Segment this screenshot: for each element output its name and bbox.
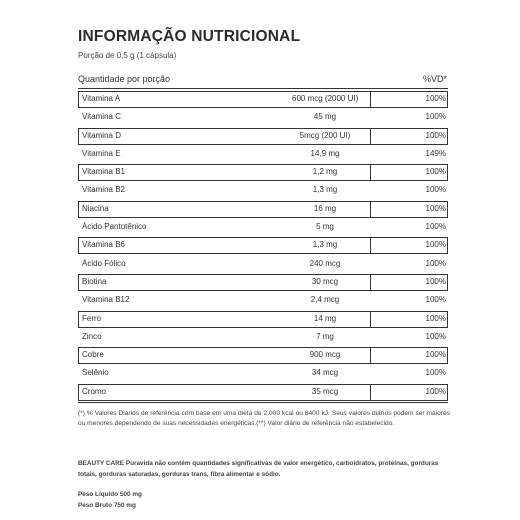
nutrition-title: INFORMAÇÃO NUTRICIONAL [78,28,301,45]
nutrient-vd: 100% [425,167,446,177]
nutrient-amount: 35 mcg [311,386,339,396]
nutrient-amount: 2,4 mcg [310,295,340,305]
table-row [78,255,448,273]
gross-weight: Peso Bruto 750 mg [78,502,136,509]
table-row [78,163,448,181]
nutrient-name: Ferro [82,313,102,323]
table-row [78,90,448,108]
table-row [78,273,448,291]
nutrient-vd: 100% [425,295,446,305]
nutrient-name: Vitamina D [82,130,121,140]
nutrient-vd: 100% [425,94,446,103]
net-weight: Peso Líquido 500 mg [78,491,142,498]
nutrient-name: Vitamina A [82,94,121,103]
nutrient-name: Vitamina C [82,112,121,122]
nutrient-amount: 14,9 mg [310,148,340,158]
nutrient-name: Ácido Pantotênico [82,222,147,232]
nutrient-vd: 100% [425,331,446,341]
nutrient-name: Biotina [82,276,107,286]
nutrient-amount: 16 mg [313,203,337,213]
table-row [78,383,448,401]
nutrient-name: Vitamina E [82,148,121,158]
nutrient-amount: 600 mcg (2000 UI) [292,94,359,103]
nutrient-vd: 100% [425,258,446,268]
nutrient-vd: 100% [425,112,446,122]
portion-size: Porção de 0,5 g (1 cápsula) [78,51,177,60]
table-row [78,127,448,145]
nutrient-amount: 7 mg [316,331,334,341]
nutrient-name: Ácido Fólico [82,258,126,268]
table-row [78,291,448,309]
nutrient-amount: 1,3 mg [312,240,338,250]
nutrient-vd: 100% [425,240,446,250]
nutrient-name: Niacina [82,203,109,213]
nutrient-name: Vitamina B12 [82,295,130,305]
table-row [78,200,448,218]
nutrient-amount: 30 mcg [311,276,339,286]
bottom-divider [78,402,448,403]
nutrient-amount: 5 mg [316,222,334,232]
nutrient-vd: 100% [425,386,446,396]
nutrient-amount: 1,2 mg [312,167,338,177]
weights-block [78,489,142,511]
table-row [78,328,448,346]
nutrient-vd: 100% [425,130,446,140]
nutrition-table [78,90,448,401]
nutrient-amount: 900 mcg [309,350,341,360]
header-divider [78,88,448,89]
nutrient-amount: 45 mg [313,112,337,122]
nutrient-amount: 14 mg [313,313,337,323]
table-row [78,181,448,199]
nutrient-vd: 100% [425,203,446,213]
nutrient-vd: 100% [425,313,446,323]
nutrient-vd: 149% [425,148,446,158]
nutrient-amount: 1,3 mg [312,185,338,195]
footnote-text: (*) % Valores Diários de referência com base em uma dieta de 2.000 kcal ou 8400 kJ. Seus valores diários podem ser maiores ou menores dependendo de suas necessidades energéticas.(**) Valor diário de referência não estabelecido. [78,410,450,427]
nutrient-amount: 34 mcg [311,368,339,378]
nutrient-amount: 5mcg (200 UI) [299,130,351,140]
table-row [78,145,448,163]
table-row [78,310,448,328]
header-quantity-label: Quantidade por porção [78,74,171,84]
header-vd-label: %VD* [422,74,447,84]
nutrient-vd: 100% [425,368,446,378]
nutrient-vd: 100% [425,222,446,232]
nutrient-name: Vitamina B2 [82,185,125,195]
table-row [78,364,448,382]
nutrient-amount: 240 mcg [309,258,341,268]
nutrient-vd: 100% [425,276,446,286]
nutrient-vd: 100% [425,350,446,360]
nutrient-name: Selênio [82,368,109,378]
nutrient-vd: 100% [425,185,446,195]
table-row [78,218,448,236]
nutrient-name: Cobre [82,350,104,360]
nutrient-name: Zinco [82,331,102,341]
nutrient-name: Vitamina B1 [82,167,125,177]
product-info: BEAUTY CARE Puravida não contém quantidades significativas de valor energético, carboidratos, proteínas, gorduras totais, gorduras saturadas, gorduras trans, fibra alimentar e sódio. [78,460,439,478]
table-row [78,346,448,364]
nutrient-name: Vitamina B6 [82,240,125,250]
table-row [78,108,448,126]
table-row [78,236,448,254]
nutrient-name: Cromo [82,386,107,396]
